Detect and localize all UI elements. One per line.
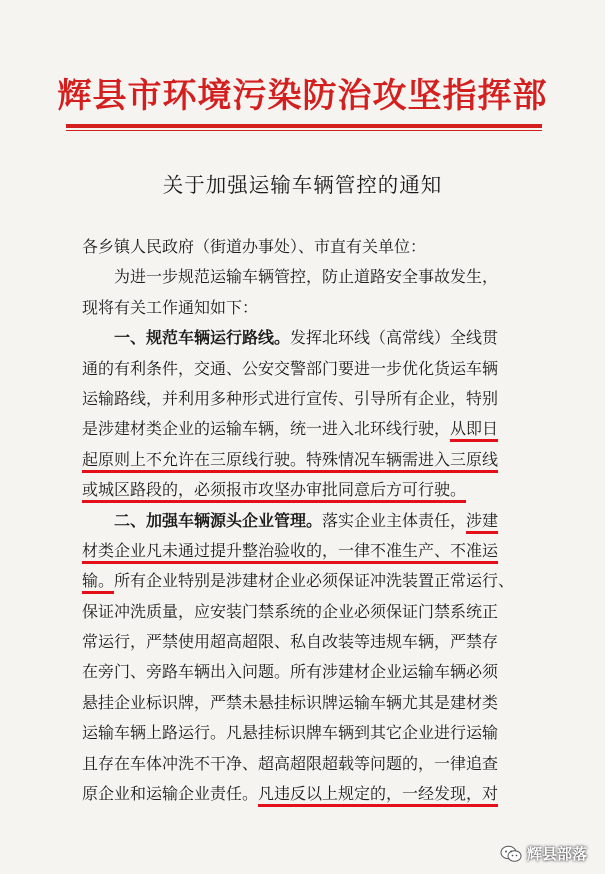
document-body xyxy=(82,232,540,809)
section1-line-3: 运输路线，并利用多种形式进行宣传、引导所有企业，特别 xyxy=(82,388,499,408)
intro-line-1: 为进一步规范运输车辆管控，防止道路安全事故发生， xyxy=(114,267,499,287)
section2-line-4: 保证冲洗质量，应安装门禁系统的企业必须保证门禁系统正 xyxy=(82,601,499,621)
source-watermark xyxy=(500,843,587,864)
section2-line-10 xyxy=(82,779,540,809)
section2-text: 落实企业主体责任， xyxy=(322,510,467,530)
section2-line-1 xyxy=(82,506,540,536)
underlined-highlight: 起原则上不允许在三原线行驶。特殊情况车辆需进入三原线 xyxy=(82,449,499,469)
underlined-highlight: 凡违反以上规定的，一经发现，对 xyxy=(258,784,499,804)
issuing-organization-header: 辉县市环境污染防治攻坚指挥部 xyxy=(57,76,548,116)
section2-line-2 xyxy=(82,536,540,566)
section1-text: 是涉建材类企业的运输车辆，统一进入北环线行驶， xyxy=(82,419,451,439)
section1-line-4 xyxy=(82,414,540,444)
section2-line-9: 且存在车体冲洗不干净、超高超限超载等问题的，一律追查 xyxy=(82,753,499,773)
underlined-highlight: 涉建 xyxy=(466,510,499,530)
wechat-icon xyxy=(500,845,522,863)
section1-text: 发挥北环线（高常线）全线贯 xyxy=(290,328,499,348)
salutation: 各乡镇人民政府（街道办事处）、市直有关单位： xyxy=(82,237,427,256)
underlined-highlight: 输。 xyxy=(82,571,115,591)
section2-line-3 xyxy=(82,566,540,596)
section1-line-6 xyxy=(82,475,540,505)
section2-text: 原企业和运输企业责任。 xyxy=(82,784,259,804)
section2-text: 所有企业特别是涉建材企业必须保证冲洗装置正常运行、 xyxy=(114,571,515,591)
intro-line-2: 现将有关工作通知如下： xyxy=(82,297,259,317)
header-red-rule-thin xyxy=(66,130,542,131)
underlined-highlight: 从即日 xyxy=(450,419,499,439)
section2-line-8: 运输车辆上路运行。凡悬挂标识牌车辆到其它企业进行运输 xyxy=(82,723,499,743)
section2-line-7: 悬挂企业标识牌，严禁未悬挂标识牌运输车辆尤其是建材类 xyxy=(82,692,499,712)
underlined-highlight: 材类企业凡未通过提升整治验收的，一律不准生产、不准运 xyxy=(82,540,499,560)
underlined-highlight: 或城区路段的，必须报市攻坚办审批同意后方可行驶。 xyxy=(82,480,467,500)
header-red-rule-thick xyxy=(66,124,542,128)
section2-heading: 二、加强车辆源头企业管理。 xyxy=(114,510,323,530)
section1-line-2: 通的有利条件，交通、公安交警部门要进一步优化货运车辆 xyxy=(82,358,499,378)
section2-line-6: 在旁门、旁路车辆出入问题。所有涉建材企业运输车辆必须 xyxy=(82,662,499,682)
section2-line-5: 常运行，严禁使用超高超限、私自改装等违规车辆，严禁存 xyxy=(82,632,499,652)
section1-line-5 xyxy=(82,445,540,475)
document-title: 关于加强运输车辆管控的通知 xyxy=(162,173,443,197)
section1-line-1 xyxy=(82,323,540,353)
section1-heading: 一、规范车辆运行路线。 xyxy=(114,328,291,348)
watermark-text: 辉县部落 xyxy=(526,845,587,863)
